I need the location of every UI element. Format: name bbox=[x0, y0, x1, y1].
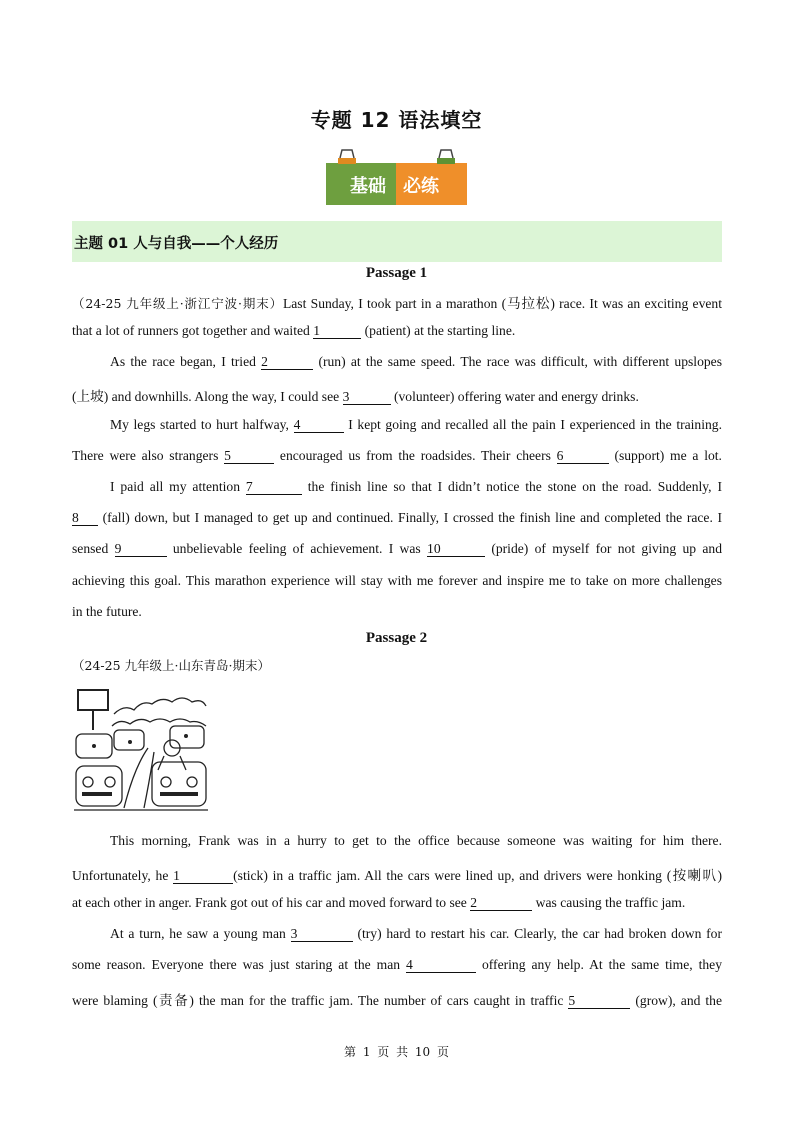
p2-line-1: This morning, Frank was in a hurry to get to the office because someone was waiting for him there. bbox=[110, 833, 722, 848]
p1-line-1: （24-25 九年级上·浙江宁波·期末）Last Sunday, I took part in a marathon (马拉松) race. It was an exciting event bbox=[72, 296, 722, 311]
p2-blank-4[interactable]: 4 bbox=[406, 958, 476, 973]
page-title: 专题 12 语法填空 bbox=[310, 108, 483, 132]
p1-line-6: There were also strangers 5 encouraged us from the roadsides. Their cheers 6 (support) me a lot. bbox=[72, 448, 722, 463]
blank-8[interactable]: 8 bbox=[72, 511, 98, 526]
p1-line-4: (上坡) and downhills. Along the way, I could see 3 (volunteer) offering water and energy drinks. bbox=[72, 389, 639, 404]
p2-blank-2[interactable]: 2 bbox=[470, 896, 532, 911]
blank-9[interactable]: 9 bbox=[115, 542, 167, 557]
binder-clip-icon bbox=[326, 149, 467, 165]
p1-line-7: I paid all my attention 7 the finish line so that I didn’t notice the stone on the road. Suddenly, I bbox=[110, 479, 722, 494]
p1-line-5: My legs started to hurt halfway, 4 I kept going and recalled all the pain I experienced in the training. bbox=[110, 417, 722, 432]
blank-3[interactable]: 3 bbox=[343, 390, 391, 405]
blank-2[interactable]: 2 bbox=[261, 355, 313, 370]
blank-10[interactable]: 10 bbox=[427, 542, 485, 557]
p2-blank-1[interactable]: 1 bbox=[173, 869, 233, 884]
p2-line-5: some reason. Everyone there was just staring at the man 4 offering any help. At the same time, they bbox=[72, 957, 722, 972]
p1-line-8: 8 (fall) down, but I managed to get up and continued. Finally, I crossed the finish line and completed the race. I bbox=[72, 510, 722, 525]
p2-line-6: were blaming (责备) the man for the traffic jam. The number of cars caught in traffic 5 (grow), and the bbox=[72, 993, 723, 1008]
p2-line-4: At a turn, he saw a young man 3 (try) hard to restart his car. Clearly, the car had broken down for bbox=[110, 926, 723, 941]
p2-source: （24-25 九年级上·山东青岛·期末） bbox=[72, 658, 270, 673]
p1-line-9: sensed 9 unbelievable feeling of achievement. I was 10 (pride) of myself for not giving up and bbox=[72, 541, 722, 556]
blank-7[interactable]: 7 bbox=[246, 480, 302, 495]
badge-right-label: 必练 bbox=[403, 176, 439, 197]
basic-practice-badge bbox=[326, 163, 467, 205]
passage-1-title: Passage 1 bbox=[365, 265, 428, 281]
passage-2-title: Passage 2 bbox=[365, 630, 428, 646]
badge-left-label: 基础 bbox=[350, 176, 386, 197]
blank-5[interactable]: 5 bbox=[224, 449, 274, 464]
page-footer: 第 1 页 共 10 页 bbox=[344, 1045, 449, 1059]
topic-bar bbox=[72, 221, 722, 262]
p2-blank-3[interactable]: 3 bbox=[291, 927, 353, 942]
blank-4[interactable]: 4 bbox=[294, 418, 344, 433]
p2-blank-5[interactable]: 5 bbox=[568, 994, 630, 1009]
p1-source: （24-25 九年级上·浙江宁波·期末） bbox=[72, 296, 283, 311]
p1-line-2: that a lot of runners got together and waited 1 (patient) at the starting line. bbox=[72, 323, 516, 338]
blank-6[interactable]: 6 bbox=[557, 449, 609, 464]
blank-1[interactable]: 1 bbox=[313, 324, 361, 339]
p1-line-11: in the future. bbox=[72, 604, 142, 619]
topic-heading: 主题 01 人与自我——个人经历 bbox=[74, 236, 279, 252]
p2-line-3: at each other in anger. Frank got out of his car and moved forward to see 2 was causing the traffic jam. bbox=[72, 895, 686, 910]
traffic-jam-illustration bbox=[74, 686, 208, 813]
p1-line-3: As the race began, I tried 2 (run) at the same speed. The race was difficult, with different upslopes bbox=[110, 354, 722, 369]
p1-line-10: achieving this goal. This marathon experience will stay with me forever and inspire me to take on more challenges bbox=[72, 573, 722, 588]
p2-line-2: Unfortunately, he 1 (stick) in a traffic jam. All the cars were lined up, and drivers were honking (按喇叭) bbox=[72, 868, 722, 883]
